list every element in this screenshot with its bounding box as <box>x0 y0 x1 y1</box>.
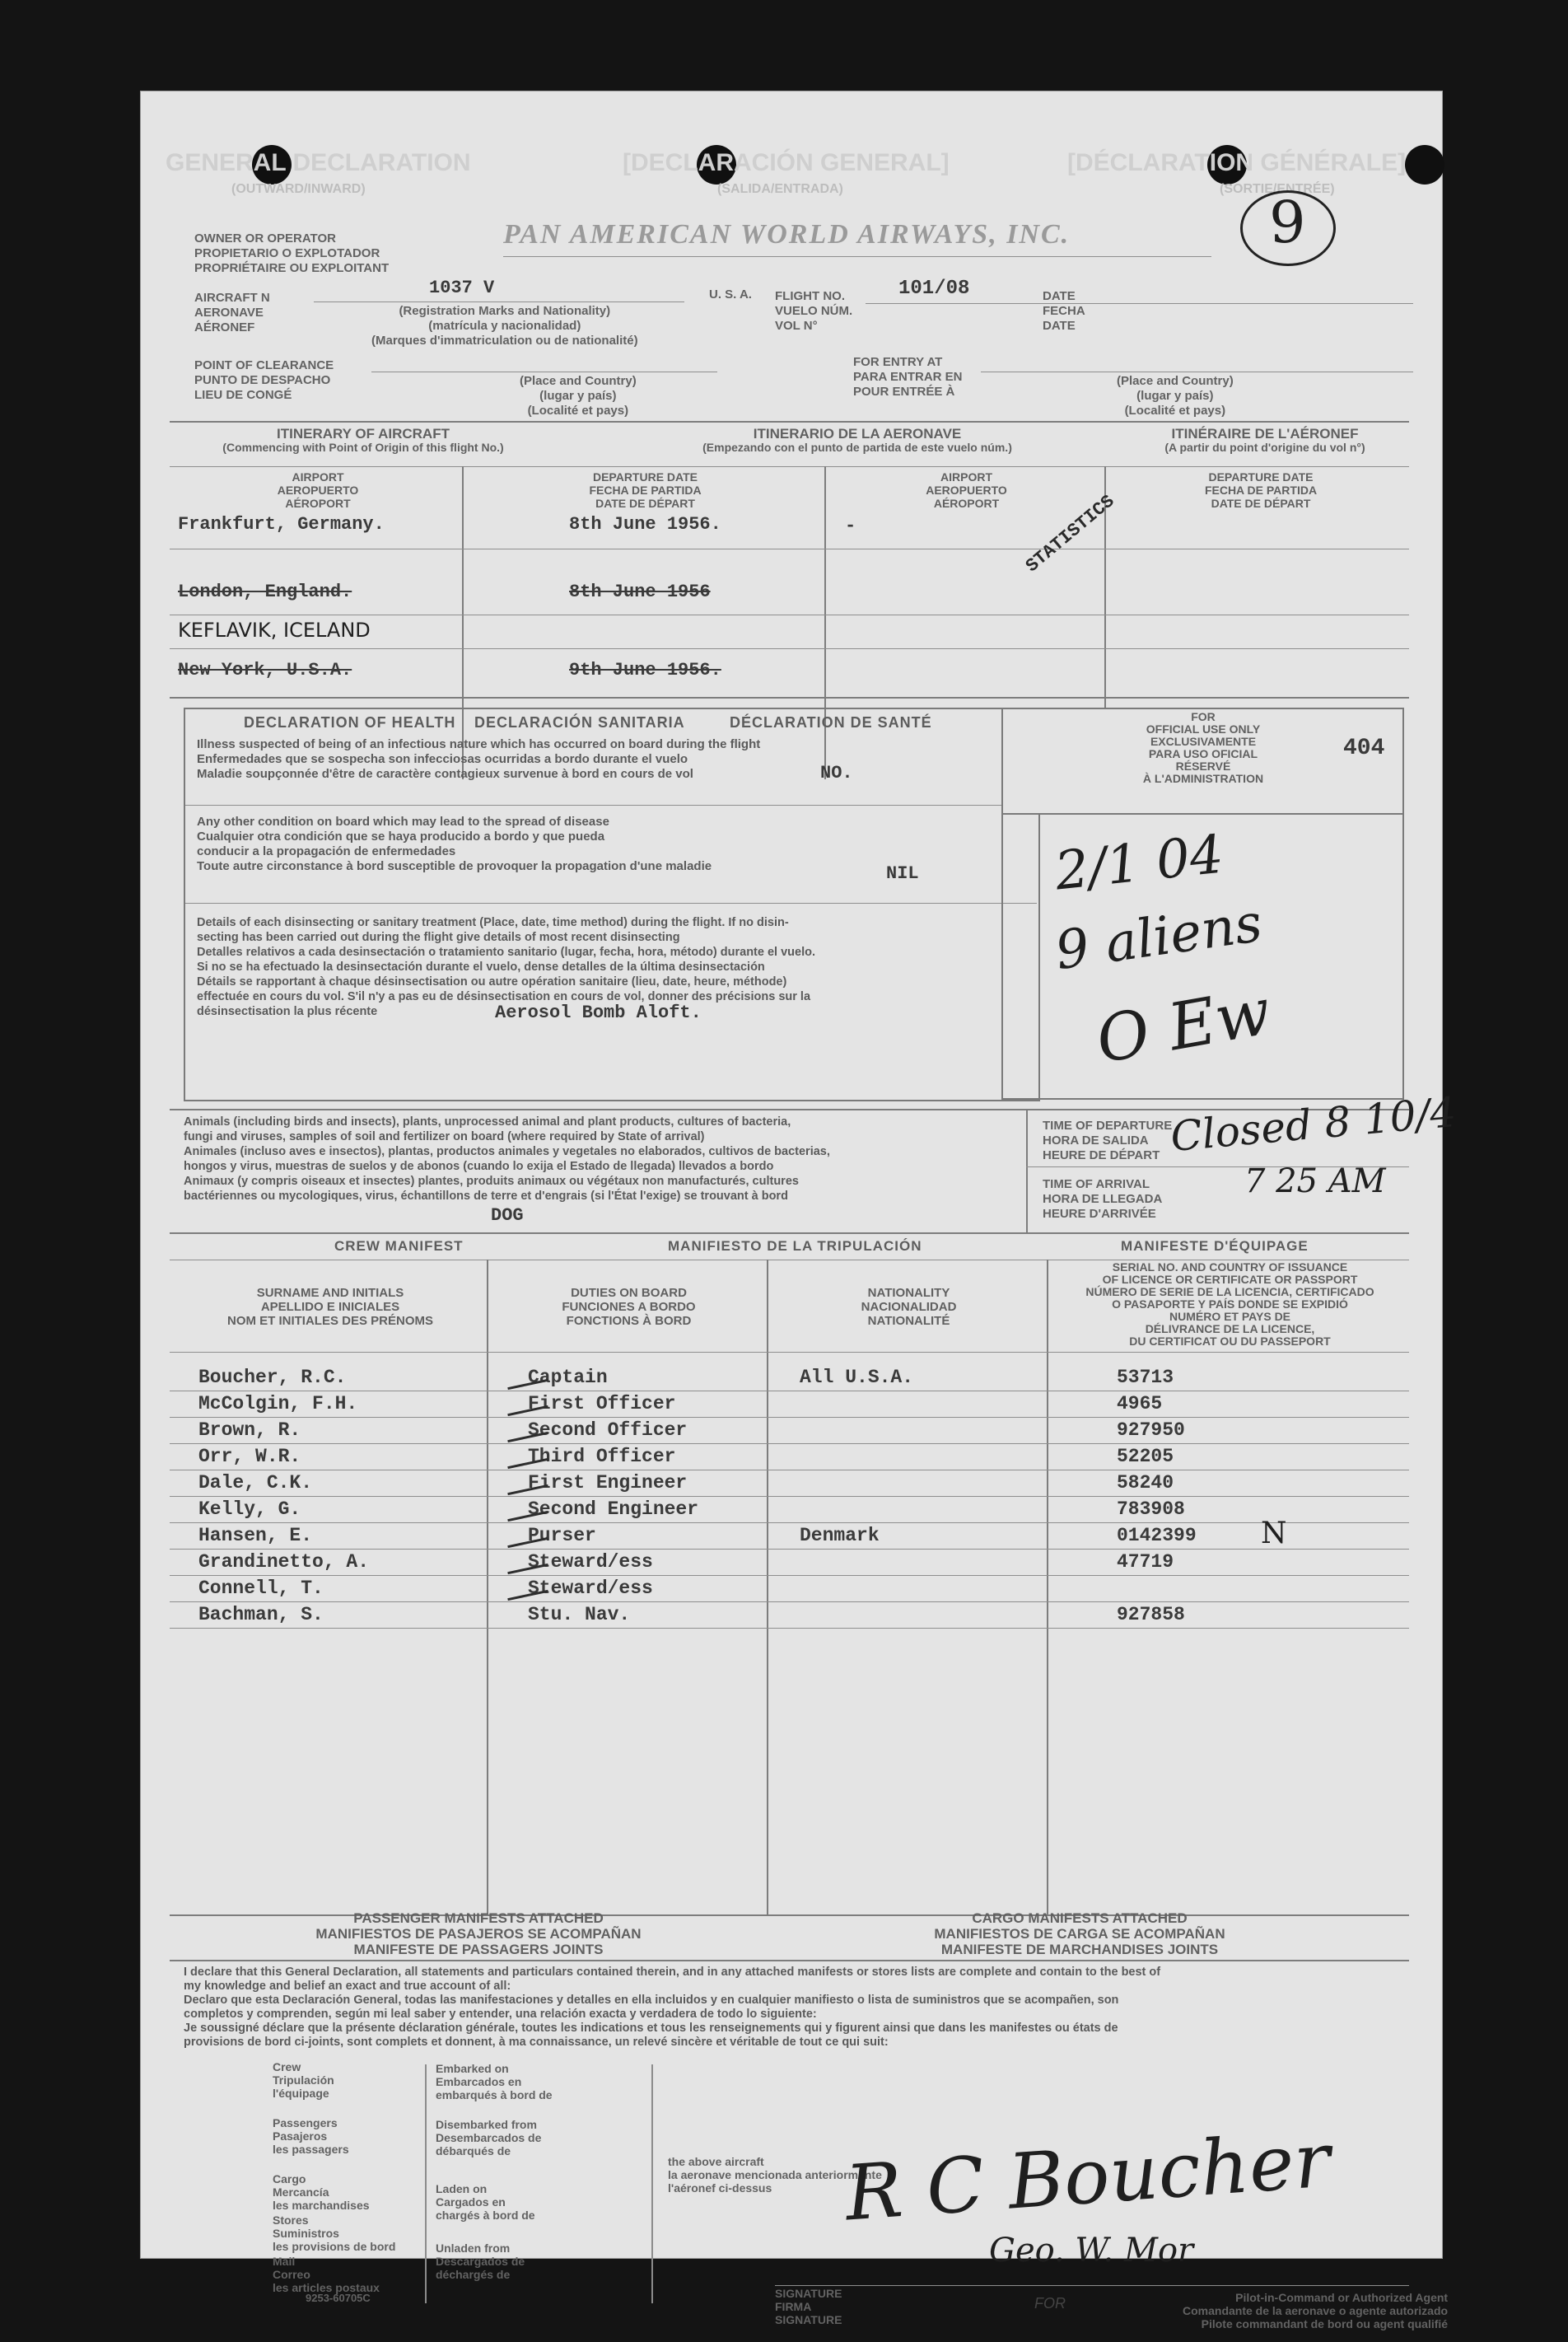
crew-name: Kelly, G. <box>198 1498 301 1520</box>
declaration-unladen: Unladen from Descargados de déchargés de <box>436 2241 525 2281</box>
crew-row <box>141 1498 1442 1525</box>
crew-serial: 783908 <box>1117 1498 1185 1520</box>
signature-line <box>775 2285 1409 2286</box>
crew-name: Grandinetto, A. <box>198 1551 370 1573</box>
crew-nationality: All U.S.A. <box>800 1367 914 1388</box>
itinerary-bottom-border <box>170 697 1409 699</box>
animals-value: DOG <box>491 1205 524 1226</box>
crew-name: Orr, W.R. <box>198 1446 301 1467</box>
crew-row <box>141 1578 1442 1604</box>
crew-serial: 927858 <box>1117 1604 1185 1625</box>
crew-serial: 52205 <box>1117 1446 1174 1467</box>
aircraft-label: AIRCRAFT N AERONAVE AÉRONEF <box>194 291 270 334</box>
crew-duty: Second Engineer <box>528 1498 699 1520</box>
itinerary-second-dash: - <box>845 516 856 536</box>
crew-col-nationality: NATIONALITY NACIONALIDAD NATIONALITÉ <box>861 1286 957 1328</box>
declaration-brace <box>417 2064 427 2303</box>
crew-duty: Second Officer <box>528 1419 688 1441</box>
crew-duty: Purser <box>528 1525 596 1546</box>
itinerary-airport-2: London, England. <box>178 582 352 602</box>
owner-value: PAN AMERICAN WORLD AIRWAYS, INC. <box>503 219 1071 250</box>
crew-row <box>141 1446 1442 1472</box>
other-condition-text: Any other condition on board which may lead to the spread of disease Cualquier otra condición que se haya producido a bordo y que pueda conducir a la propagación de enfermedades Toute autre circonstance à bord susceptible de provoquer la propagation d'une maladie <box>197 815 712 873</box>
crew-row-line <box>170 1443 1409 1444</box>
crew-row <box>141 1393 1442 1419</box>
crew-row-line <box>170 1417 1409 1418</box>
crew-serial: 927950 <box>1117 1419 1185 1441</box>
itinerary-airport-4: New York, U.S.A. <box>178 660 352 680</box>
illness-value: NO. <box>820 763 853 783</box>
declaration-aircraft-text: the above aircraft la aeronave mencionada anteriormente l'aéronef ci-dessus <box>668 2155 882 2195</box>
departure-time-hand: Closed 8 10/4 <box>1169 1087 1458 1162</box>
crew-col-serial: SERIAL NO. AND COUNTRY OF ISSUANCE OF LICENCE OR CERTIFICATE OR PASSPORT NÚMERO DE SERIE DE LA LICENCIA, CERTIFICADO O PASAPORTE Y PAÍS DONDE SE EXPIDIÓ NUMÉRO ET PAYS DE DÉLIVRANCE DE LA LICENCE, DU CERTIFICAT OU DU PASSEPORT <box>1085 1260 1374 1348</box>
for-label: FOR <box>1034 2295 1066 2312</box>
entry-place-sub: (Place and Country) (lugar y país) (Localité et pays) <box>1117 374 1234 418</box>
crew-row <box>141 1419 1442 1446</box>
punch-hole <box>1405 145 1444 185</box>
other-condition-value: NIL <box>886 863 919 884</box>
declaration-top-border <box>170 1960 1409 1961</box>
declaration-list-cargo: Cargo Mercancía les marchandises <box>273 2172 370 2212</box>
clearance-place-sub: (Place and Country) (lugar y país) (Localité et pays) <box>520 374 637 418</box>
declaration-list-crew: Crew Tripulación l'équipage <box>273 2060 334 2100</box>
crew-row <box>141 1367 1442 1393</box>
declaration-embarked: Embarked on Embarcados en embarqués à bord de <box>436 2062 553 2101</box>
crew-nationality: Denmark <box>800 1525 880 1546</box>
ghost-title-en: GENERAL DECLARATION <box>166 149 471 176</box>
crew-row <box>141 1525 1442 1551</box>
aircraft-registration: 1037 V <box>429 278 495 298</box>
col-airport: AIRPORT AEROPUERTO AÉROPORT <box>277 470 359 510</box>
official-hand-note-2: 9 aliens <box>1052 892 1267 983</box>
itinerary-title-en: ITINERARY OF AIRCRAFT (Commencing with Point of Origin of this flight No.) <box>222 426 504 454</box>
itinerary-date-1: 8th June 1956. <box>569 514 721 535</box>
col-airport-2: AIRPORT AEROPUERTO AÉROPORT <box>926 470 1007 510</box>
crew-title-fr: MANIFESTE D'ÉQUIPAGE <box>1121 1238 1309 1254</box>
itinerary-title-es: ITINERARIO DE LA AERONAVE (Empezando con el punto de partida de este vuelo núm.) <box>702 426 1012 454</box>
arrival-time-hand: 7 25 AM <box>1244 1162 1386 1200</box>
ghost-title-fr: [DÉCLARATION GÉNÉRALE] <box>1067 149 1407 176</box>
official-use-label: FOR OFFICIAL USE ONLY EXCLUSIVAMENTE PARA USO OFICIAL RÉSERVÉ À L'ADMINISTRATION <box>1142 710 1264 785</box>
animals-text: Animals (including birds and insects), plants, unprocessed animal and plant products, cultures of bacteria, fungi and viruses, samples of soil and fertilizer on board (where required by State of arrival) Animales (incluso aves e insectos), plantas, productos animales y vegetales no elaborados, cultivos de bacterias, hongos y virus, muestras de suelos y de abonos (cuando lo exija el Estado de llegada) llevados a bordo Animaux (y compris oiseaux et insectes) plantes, produits animaux ou végétaux non manufacturés, cultures bactériennes ou mycologiques, virus, échantillons de terre et d'engrais (si l'État l'exige) se trouvant à bord <box>184 1115 830 1203</box>
ghost-subtitle-es: (SALIDA/ENTRADA) <box>717 182 843 196</box>
ghost-subtitle-en: (OUTWARD/INWARD) <box>231 182 366 196</box>
crew-row-line <box>170 1601 1409 1602</box>
ghost-subtitle-fr: (SORTIE/ENTRÉE) <box>1220 182 1335 196</box>
declaration-text: I declare that this General Declaration, all statements and particulars contained therein, and in any attached manifests or stores lists are complete and contain to the best of my knowledge and belief an exact and true account of all: Declaro que esta Declaración General, todas las manifestaciones y detalles en ella incluidos y en cualquier manifiesto o lista de suministros que se acompañen, son completos y comprenden, según mi leal saber y entender, una relación exacta y verdadera de todo lo siguiente: Je soussigné déclare que la présente déclaration générale, toutes les indications et tous les renseignements qui y figurent ainsi que dans les manifestes ou états de provisions de bord ci-joints, sont complets et donnent, à ma connaissance, un relevé sincère et véritable de tout ce qui suit: <box>184 1966 1161 2049</box>
owner-underline <box>503 256 1211 257</box>
itinerary-header-border <box>170 466 1409 467</box>
crew-name: Bachman, S. <box>198 1604 324 1625</box>
official-hand-note-1: 2/1 04 <box>1052 824 1227 903</box>
official-number: 404 <box>1343 736 1385 761</box>
circled-page-number-text: 9 <box>1269 189 1306 256</box>
pilot-label: Pilot-in-Command or Authorized Agent Comandante de la aeronave o agente autorizado Pilote commandant de bord ou agent qualifié <box>1183 2291 1449 2330</box>
crew-top-border <box>170 1232 1409 1234</box>
declaration-brace-2 <box>643 2064 653 2303</box>
crew-colhead-border <box>170 1352 1409 1353</box>
crew-title-en: CREW MANIFEST <box>334 1238 464 1254</box>
signature: R C Boucher <box>842 2115 1333 2238</box>
crew-serial: 0142399 <box>1117 1525 1197 1546</box>
crew-serial: 58240 <box>1117 1472 1174 1494</box>
date-label: DATE FECHA DATE <box>1043 289 1085 333</box>
crew-row-line <box>170 1628 1409 1629</box>
general-declaration-form <box>140 91 1458 2330</box>
form-number: 9253-60705C <box>306 2292 371 2304</box>
crew-duty: Captain <box>528 1367 608 1388</box>
declaration-list-stores: Stores Suministros les provisions de bord <box>273 2213 396 2253</box>
flight-number: 101/08 <box>898 278 970 300</box>
crew-serial: 53713 <box>1117 1367 1174 1388</box>
animals-divider <box>1026 1109 1028 1232</box>
date-underline <box>1096 303 1413 304</box>
crew-row <box>141 1551 1442 1578</box>
arrival-time-label: TIME OF ARRIVAL HORA DE LLEGADA HEURE D'ARRIVÉE <box>1043 1177 1163 1221</box>
clearance-label: POINT OF CLEARANCE PUNTO DE DESPACHO LIEU DE CONGÉ <box>194 358 334 402</box>
statistics-stamp: STATISTICS <box>1022 491 1119 577</box>
itinerary-airport-3: KEFLAVIK, ICELAND <box>178 619 371 642</box>
crew-duty: First Engineer <box>528 1472 688 1494</box>
crew-name: McColgin, F.H. <box>198 1393 358 1414</box>
crew-row-line <box>170 1522 1409 1523</box>
crew-row <box>141 1604 1442 1630</box>
crew-name: Connell, T. <box>198 1578 324 1599</box>
crew-title-es: MANIFIESTO DE LA TRIPULACIÓN <box>668 1238 922 1254</box>
ghost-title-es: [DECLARACIÓN GENERAL] <box>623 149 950 176</box>
crew-row <box>141 1472 1442 1498</box>
crew-name: Boucher, R.C. <box>198 1367 347 1388</box>
health-title-es: DECLARACIÓN SANITARIA <box>474 714 685 731</box>
itinerary-top-border <box>170 421 1409 423</box>
owner-label: OWNER OR OPERATOR PROPIETARIO O EXPLOTADOR PROPRIÉTAIRE OU EXPLOITANT <box>194 231 390 275</box>
disinsecting-value: Aerosol Bomb Aloft. <box>495 1003 702 1023</box>
col-departure: DEPARTURE DATE FECHA DE PARTIDA DATE DE DÉPART <box>589 470 702 510</box>
passenger-manifests: PASSENGER MANIFESTS ATTACHED MANIFIESTOS DE PASAJEROS SE ACOMPAÑAN MANIFESTE DE PASSAGERS JOINTS <box>315 1910 642 1957</box>
crew-duty: First Officer <box>528 1393 676 1414</box>
crew-name: Hansen, E. <box>198 1525 313 1546</box>
entry-label: FOR ENTRY AT PARA ENTRAR EN POUR ENTRÉE À <box>853 355 963 399</box>
crew-duty: Third Officer <box>528 1446 676 1467</box>
declaration-disembarked: Disembarked from Desembarcados de débarqués de <box>436 2118 542 2157</box>
health-title-en: DECLARATION OF HEALTH <box>244 714 456 731</box>
signature-label: SIGNATURE FIRMA SIGNATURE <box>775 2287 842 2326</box>
aircraft-sub-label: (Registration Marks and Nationality) (matrícula y nacionalidad) (Marques d'immatriculation ou de nationalité) <box>371 304 638 348</box>
health-title-fr: DÉCLARATION DE SANTÉ <box>730 714 932 731</box>
declaration-laden: Laden on Cargados en chargés à bord de <box>436 2182 535 2222</box>
declaration-list-passengers: Passengers Pasajeros les passagers <box>273 2116 349 2156</box>
crew-col-duties: DUTIES ON BOARD FUNCIONES A BORDO FONCTIONS À BORD <box>562 1286 696 1328</box>
itinerary-date-4: 9th June 1956. <box>569 660 721 680</box>
usa-label: U. S. A. <box>709 287 752 302</box>
crew-name: Brown, R. <box>198 1419 301 1441</box>
official-hand-note-3: O Ew <box>1090 975 1276 1078</box>
departure-time-label: TIME OF DEPARTURE HORA DE SALIDA HEURE DE DÉPART <box>1043 1119 1173 1162</box>
illness-text: Illness suspected of being of an infectious nature which has occurred on board during the flight Enfermedades que se sospecha son infecciosas ocurridas a bordo durante el vuelo Maladie soupçonnée d'être de caractère contagieux survenue à bord en cours de vol <box>197 737 761 781</box>
crew-row-line <box>170 1549 1409 1550</box>
crew-hand-n: N <box>1261 1517 1287 1550</box>
itinerary-airport-1: Frankfurt, Germany. <box>178 514 385 535</box>
crew-serial: 47719 <box>1117 1551 1174 1573</box>
crew-row-line <box>170 1496 1409 1497</box>
itinerary-title-fr: ITINÉRAIRE DE L'AÉRONEF (A partir du point d'origine du vol n°) <box>1164 426 1365 454</box>
crew-col-name: SURNAME AND INITIALS APELLIDO E INICIALES NOM ET INITIALES DES PRÉNOMS <box>226 1286 434 1328</box>
cargo-manifests: CARGO MANIFESTS ATTACHED MANIFIESTOS DE CARGA SE ACOMPAÑAN MANIFESTE DE MARCHANDISES JOINTS <box>934 1910 1225 1957</box>
col-departure-2: DEPARTURE DATE FECHA DE PARTIDA DATE DE DÉPART <box>1204 470 1318 510</box>
crew-serial: 4965 <box>1117 1393 1163 1414</box>
flight-underline <box>866 303 1129 304</box>
itinerary-row-line <box>170 648 1409 649</box>
crew-duty: Steward/ess <box>528 1551 653 1573</box>
health-divider <box>185 805 1037 806</box>
health-divider <box>185 903 1037 904</box>
crew-name: Dale, C.K. <box>198 1472 313 1494</box>
disinsecting-text: Details of each disinsecting or sanitary treatment (Place, date, time method) during the flight. If no disin- secting has been carried out during the flight give details of most recent disinsecting Detalles relativos a cada desinsectación o tratamiento sanitario (lugar, fecha, hora, método) durante el vuelo. Si no se ha efectuado la desinsectación durante el vuelo, dense detalles de la última desinsectación Détails se rapportant à chaque désinsectisation ou autre opération sanitaire (lieu, date, heure, méthode) effectuée en cours du vol. S'il n'y a pas eu de désinsectisation en cours de vol, donner des précisions sur la désinsectisation la plus récente <box>197 916 815 1018</box>
declaration-list-mail: Mail Correo les articles postaux <box>273 2255 380 2294</box>
crew-row-line <box>170 1575 1409 1576</box>
crew-duty: Steward/ess <box>528 1578 653 1599</box>
crew-duty: Stu. Nav. <box>528 1604 631 1625</box>
signature-secondary: Geo. W. Mor <box>989 2232 1194 2270</box>
flight-label: FLIGHT NO. VUELO NÚM. VOL N° <box>775 289 853 333</box>
itinerary-date-2: 8th June 1956 <box>569 582 711 602</box>
